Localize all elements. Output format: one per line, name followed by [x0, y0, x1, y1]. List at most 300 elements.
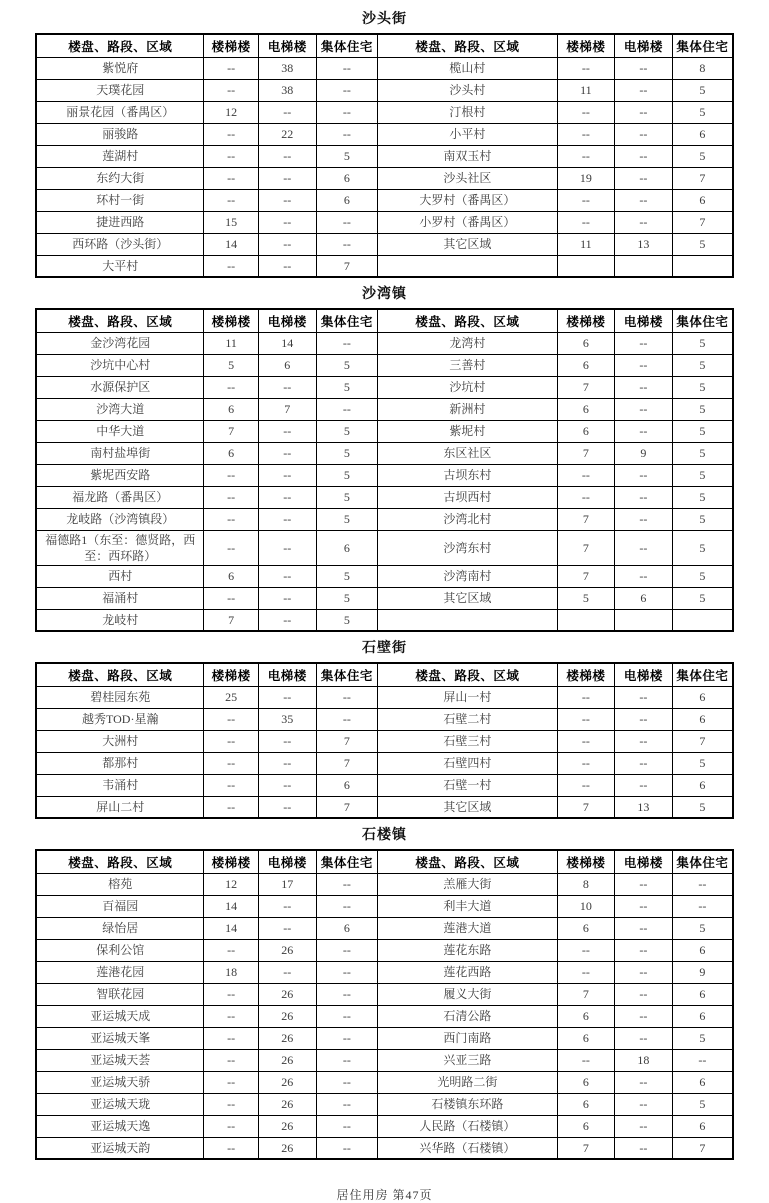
value-cell: -- — [258, 233, 316, 255]
area-name-cell: 亚运城天骄 — [36, 1071, 204, 1093]
value-cell: 5 — [316, 464, 377, 486]
value-cell: 5 — [316, 486, 377, 508]
value-cell: 6 — [258, 354, 316, 376]
area-name-cell — [378, 609, 558, 631]
table-row — [36, 587, 733, 609]
area-name-cell: 水源保护区 — [36, 376, 204, 398]
value-cell: -- — [258, 508, 316, 530]
header-row — [36, 309, 733, 332]
value-cell: 5 — [316, 376, 377, 398]
value-cell: 7 — [557, 1137, 614, 1159]
table-row — [36, 486, 733, 508]
area-name-cell: 小平村 — [378, 123, 558, 145]
area-name-cell: 紫悦府 — [36, 57, 204, 79]
value-cell: -- — [614, 939, 672, 961]
value-cell: -- — [316, 1137, 377, 1159]
value-cell: 7 — [557, 983, 614, 1005]
value-cell: 6 — [672, 1115, 733, 1137]
value-cell: -- — [316, 686, 377, 708]
value-cell: 6 — [204, 442, 258, 464]
value-cell: -- — [204, 145, 258, 167]
value-cell: 5 — [672, 354, 733, 376]
table-row — [36, 398, 733, 420]
value-cell: 7 — [316, 255, 377, 277]
value-cell: -- — [557, 189, 614, 211]
value-cell: 6 — [672, 1071, 733, 1093]
value-cell: -- — [614, 486, 672, 508]
column-header: 楼梯楼 — [204, 663, 258, 686]
value-cell: -- — [672, 895, 733, 917]
value-cell: -- — [316, 708, 377, 730]
table-row — [36, 609, 733, 631]
value-cell: -- — [557, 708, 614, 730]
area-name-cell: 龙岐路（沙湾镇段） — [36, 508, 204, 530]
value-cell: -- — [258, 255, 316, 277]
table-row — [36, 189, 733, 211]
value-cell: -- — [614, 774, 672, 796]
value-cell: 10 — [557, 895, 614, 917]
value-cell: -- — [258, 442, 316, 464]
area-name-cell: 石楼镇东环路 — [378, 1093, 558, 1115]
value-cell: 5 — [672, 1093, 733, 1115]
value-cell: 6 — [672, 123, 733, 145]
value-cell: -- — [316, 332, 377, 354]
area-name-cell: 石壁三村 — [378, 730, 558, 752]
area-name-cell: 履义大街 — [378, 983, 558, 1005]
value-cell: 5 — [672, 145, 733, 167]
value-cell: 7 — [204, 609, 258, 631]
housing-table — [35, 662, 734, 819]
value-cell: -- — [258, 189, 316, 211]
table-row — [36, 79, 733, 101]
value-cell: -- — [258, 686, 316, 708]
value-cell: 13 — [614, 796, 672, 818]
value-cell: 6 — [204, 398, 258, 420]
area-name-cell: 亚运城天荟 — [36, 1049, 204, 1071]
value-cell: -- — [614, 354, 672, 376]
area-name-cell: 百福园 — [36, 895, 204, 917]
value-cell: -- — [557, 486, 614, 508]
value-cell: 6 — [557, 917, 614, 939]
value-cell: 5 — [316, 420, 377, 442]
report-body — [35, 3, 734, 1160]
value-cell: -- — [672, 1049, 733, 1071]
value-cell: -- — [204, 1115, 258, 1137]
area-name-cell: 南村盐埠街 — [36, 442, 204, 464]
column-header: 楼盘、路段、区域 — [36, 34, 204, 57]
value-cell: -- — [258, 895, 316, 917]
value-cell: -- — [557, 686, 614, 708]
value-cell: -- — [614, 101, 672, 123]
column-header: 电梯楼 — [258, 850, 316, 873]
value-cell: -- — [557, 57, 614, 79]
value-cell: 6 — [316, 917, 377, 939]
value-cell: 5 — [672, 486, 733, 508]
area-name-cell: 紫坭村 — [378, 420, 558, 442]
column-header: 电梯楼 — [614, 34, 672, 57]
table-row — [36, 101, 733, 123]
value-cell: 26 — [258, 1027, 316, 1049]
table-row — [36, 420, 733, 442]
value-cell: 6 — [316, 167, 377, 189]
value-cell: 6 — [557, 1093, 614, 1115]
value-cell: 5 — [672, 332, 733, 354]
value-cell: 26 — [258, 1005, 316, 1027]
column-header: 集体住宅 — [672, 663, 733, 686]
column-header: 集体住宅 — [316, 663, 377, 686]
value-cell: 7 — [316, 752, 377, 774]
value-cell: 7 — [557, 530, 614, 565]
area-name-cell: 榕苑 — [36, 873, 204, 895]
value-cell: -- — [204, 1071, 258, 1093]
value-cell: -- — [557, 752, 614, 774]
table-row — [36, 530, 733, 565]
area-name-cell: 大罗村（番禺区） — [378, 189, 558, 211]
value-cell: 5 — [316, 145, 377, 167]
value-cell: -- — [614, 1027, 672, 1049]
value-cell: -- — [258, 730, 316, 752]
value-cell: -- — [614, 167, 672, 189]
area-name-cell: 新洲村 — [378, 398, 558, 420]
value-cell: 5 — [672, 464, 733, 486]
value-cell: -- — [614, 1071, 672, 1093]
value-cell: 7 — [258, 398, 316, 420]
value-cell: -- — [258, 211, 316, 233]
value-cell: 26 — [258, 939, 316, 961]
table-row — [36, 796, 733, 818]
area-name-cell: 莲港花园 — [36, 961, 204, 983]
value-cell: -- — [614, 508, 672, 530]
table-row — [36, 508, 733, 530]
table-row — [36, 873, 733, 895]
value-cell: -- — [316, 873, 377, 895]
value-cell: 6 — [557, 420, 614, 442]
value-cell: 26 — [258, 983, 316, 1005]
value-cell: 7 — [204, 420, 258, 442]
value-cell: -- — [614, 145, 672, 167]
value-cell: 6 — [672, 774, 733, 796]
area-name-cell: 人民路（石楼镇） — [378, 1115, 558, 1137]
area-name-cell: 东区社区 — [378, 442, 558, 464]
value-cell: 5 — [672, 79, 733, 101]
value-cell: -- — [204, 796, 258, 818]
value-cell: 5 — [672, 442, 733, 464]
value-cell: 25 — [204, 686, 258, 708]
value-cell: -- — [557, 211, 614, 233]
value-cell: -- — [258, 796, 316, 818]
value-cell: 11 — [204, 332, 258, 354]
table-row — [36, 376, 733, 398]
area-name-cell: 光明路二街 — [378, 1071, 558, 1093]
area-name-cell: 利丰大道 — [378, 895, 558, 917]
area-name-cell: 沙湾东村 — [378, 530, 558, 565]
table-row — [36, 1071, 733, 1093]
value-cell: 7 — [557, 796, 614, 818]
table-row — [36, 233, 733, 255]
value-cell: 7 — [672, 211, 733, 233]
value-cell: -- — [204, 255, 258, 277]
value-cell: -- — [557, 101, 614, 123]
column-header: 楼梯楼 — [557, 309, 614, 332]
column-header: 集体住宅 — [316, 309, 377, 332]
value-cell: 5 — [672, 565, 733, 587]
area-name-cell: 兴华路（石楼镇） — [378, 1137, 558, 1159]
value-cell: -- — [614, 983, 672, 1005]
header-row — [36, 850, 733, 873]
value-cell: 5 — [672, 530, 733, 565]
value-cell: -- — [614, 1137, 672, 1159]
value-cell: -- — [204, 1049, 258, 1071]
area-name-cell: 沙头村 — [378, 79, 558, 101]
value-cell: 5 — [316, 508, 377, 530]
value-cell: 6 — [672, 189, 733, 211]
value-cell: -- — [258, 101, 316, 123]
value-cell: -- — [557, 961, 614, 983]
value-cell: 5 — [557, 587, 614, 609]
value-cell: -- — [316, 233, 377, 255]
value-cell: -- — [614, 376, 672, 398]
value-cell: 6 — [557, 1005, 614, 1027]
area-name-cell: 越秀TOD·星瀚 — [36, 708, 204, 730]
table-row — [36, 1005, 733, 1027]
value-cell: 6 — [204, 565, 258, 587]
value-cell: -- — [614, 530, 672, 565]
column-header: 楼梯楼 — [557, 850, 614, 873]
section-title: 沙头街 — [362, 12, 407, 27]
value-cell: -- — [557, 939, 614, 961]
value-cell: 26 — [258, 1071, 316, 1093]
header-row — [36, 663, 733, 686]
value-cell: -- — [614, 57, 672, 79]
column-header: 楼盘、路段、区域 — [36, 850, 204, 873]
section-title: 石壁街 — [362, 641, 407, 657]
value-cell: -- — [614, 189, 672, 211]
area-name-cell: 保利公馆 — [36, 939, 204, 961]
value-cell: -- — [557, 1049, 614, 1071]
value-cell: -- — [316, 211, 377, 233]
value-cell: -- — [258, 530, 316, 565]
value-cell: 26 — [258, 1137, 316, 1159]
table-row — [36, 211, 733, 233]
value-cell: -- — [614, 420, 672, 442]
value-cell: 6 — [672, 983, 733, 1005]
column-header: 楼盘、路段、区域 — [378, 663, 558, 686]
value-cell: -- — [316, 983, 377, 1005]
area-name-cell: 兴亚三路 — [378, 1049, 558, 1071]
value-cell: -- — [258, 565, 316, 587]
value-cell: 14 — [204, 895, 258, 917]
area-name-cell: 天璞花园 — [36, 79, 204, 101]
area-name-cell: 丽景花园（番禺区） — [36, 101, 204, 123]
area-name-cell: 西门南路 — [378, 1027, 558, 1049]
value-cell: 6 — [557, 354, 614, 376]
area-name-cell: 捷进西路 — [36, 211, 204, 233]
value-cell: -- — [204, 730, 258, 752]
table-row — [36, 442, 733, 464]
column-header: 楼梯楼 — [204, 34, 258, 57]
column-header: 楼盘、路段、区域 — [378, 34, 558, 57]
value-cell: -- — [204, 708, 258, 730]
column-header: 集体住宅 — [672, 850, 733, 873]
area-name-cell: 小罗村（番禺区） — [378, 211, 558, 233]
table-row — [36, 774, 733, 796]
value-cell: -- — [258, 167, 316, 189]
column-header: 电梯楼 — [614, 850, 672, 873]
value-cell: -- — [557, 145, 614, 167]
value-cell: -- — [204, 123, 258, 145]
table-row — [36, 752, 733, 774]
value-cell: 26 — [258, 1049, 316, 1071]
value-cell: -- — [614, 895, 672, 917]
value-cell: -- — [614, 398, 672, 420]
table-row — [36, 332, 733, 354]
area-name-cell: 龙岐村 — [36, 609, 204, 631]
section-title: 沙湾镇 — [362, 287, 407, 302]
value-cell: -- — [204, 464, 258, 486]
area-name-cell: 西环路（沙头街） — [36, 233, 204, 255]
value-cell: 26 — [258, 1115, 316, 1137]
area-name-cell: 莲港大道 — [378, 917, 558, 939]
area-name-cell: 环村一街 — [36, 189, 204, 211]
value-cell: -- — [614, 565, 672, 587]
area-name-cell: 石壁一村 — [378, 774, 558, 796]
value-cell: -- — [204, 1005, 258, 1027]
value-cell: 6 — [316, 774, 377, 796]
value-cell: -- — [672, 873, 733, 895]
page-footer: 居住用房 第47页 — [336, 1188, 433, 1203]
area-name-cell: 金沙湾花园 — [36, 332, 204, 354]
value-cell: 7 — [316, 796, 377, 818]
table-row — [36, 1115, 733, 1137]
area-name-cell: 都那村 — [36, 752, 204, 774]
area-name-cell: 紫坭西安路 — [36, 464, 204, 486]
value-cell: -- — [614, 686, 672, 708]
column-header: 电梯楼 — [258, 34, 316, 57]
value-cell: 15 — [204, 211, 258, 233]
area-name-cell: 屏山一村 — [378, 686, 558, 708]
value-cell: 5 — [672, 398, 733, 420]
value-cell: -- — [316, 939, 377, 961]
value-cell: -- — [204, 167, 258, 189]
area-name-cell: 南双玉村 — [378, 145, 558, 167]
value-cell: -- — [204, 1137, 258, 1159]
value-cell: -- — [316, 1115, 377, 1137]
area-name-cell: 莲花西路 — [378, 961, 558, 983]
value-cell: -- — [316, 79, 377, 101]
value-cell: -- — [614, 873, 672, 895]
value-cell: 7 — [672, 167, 733, 189]
value-cell: -- — [204, 587, 258, 609]
value-cell: -- — [557, 123, 614, 145]
table-row — [36, 1027, 733, 1049]
column-header: 楼梯楼 — [557, 663, 614, 686]
value-cell — [557, 255, 614, 277]
value-cell: 6 — [672, 708, 733, 730]
value-cell: 6 — [557, 332, 614, 354]
value-cell: -- — [258, 609, 316, 631]
area-name-cell: 亚运城天成 — [36, 1005, 204, 1027]
value-cell: -- — [258, 464, 316, 486]
value-cell — [614, 255, 672, 277]
housing-table — [35, 308, 734, 632]
value-cell: -- — [557, 464, 614, 486]
table-row — [36, 354, 733, 376]
value-cell: -- — [258, 376, 316, 398]
area-name-cell: 龙湾村 — [378, 332, 558, 354]
area-name-cell: 其它区域 — [378, 587, 558, 609]
value-cell: 7 — [557, 508, 614, 530]
value-cell: -- — [614, 1093, 672, 1115]
value-cell — [672, 609, 733, 631]
area-name-cell: 亚运城天逸 — [36, 1115, 204, 1137]
column-header: 集体住宅 — [316, 850, 377, 873]
value-cell: -- — [258, 774, 316, 796]
value-cell: -- — [204, 752, 258, 774]
value-cell: 5 — [672, 101, 733, 123]
value-cell: 5 — [672, 917, 733, 939]
area-name-cell: 汀根村 — [378, 101, 558, 123]
value-cell: -- — [614, 730, 672, 752]
table-row — [36, 730, 733, 752]
value-cell: 5 — [316, 609, 377, 631]
area-name-cell: 沙湾北村 — [378, 508, 558, 530]
table-row — [36, 708, 733, 730]
value-cell: -- — [204, 486, 258, 508]
value-cell: -- — [204, 774, 258, 796]
value-cell: -- — [204, 189, 258, 211]
area-name-cell: 绿怡居 — [36, 917, 204, 939]
value-cell: 5 — [672, 1027, 733, 1049]
table-row — [36, 895, 733, 917]
table-row — [36, 1049, 733, 1071]
column-header: 集体住宅 — [316, 34, 377, 57]
table-row — [36, 123, 733, 145]
area-name-cell: 亚运城天珑 — [36, 1093, 204, 1115]
value-cell: 6 — [557, 1115, 614, 1137]
value-cell: 18 — [204, 961, 258, 983]
value-cell: -- — [316, 961, 377, 983]
value-cell: 12 — [204, 873, 258, 895]
area-name-cell: 古坝西村 — [378, 486, 558, 508]
table-row — [36, 917, 733, 939]
area-name-cell: 福德路1（东至：德贤路，西至：西环路） — [36, 530, 204, 565]
value-cell — [614, 609, 672, 631]
value-cell: 14 — [258, 332, 316, 354]
value-cell: -- — [204, 508, 258, 530]
value-cell: 7 — [557, 376, 614, 398]
table-row — [36, 1137, 733, 1159]
value-cell: 22 — [258, 123, 316, 145]
value-cell: 5 — [316, 354, 377, 376]
area-name-cell: 莲花东路 — [378, 939, 558, 961]
value-cell: -- — [204, 1027, 258, 1049]
column-header: 楼梯楼 — [204, 309, 258, 332]
area-name-cell: 其它区域 — [378, 233, 558, 255]
value-cell: -- — [316, 57, 377, 79]
value-cell: 7 — [672, 730, 733, 752]
value-cell: -- — [316, 101, 377, 123]
value-cell: 35 — [258, 708, 316, 730]
column-header: 楼盘、路段、区域 — [378, 850, 558, 873]
area-name-cell: 羔雁大街 — [378, 873, 558, 895]
value-cell: 9 — [614, 442, 672, 464]
column-header: 楼盘、路段、区域 — [36, 663, 204, 686]
value-cell: 14 — [204, 917, 258, 939]
value-cell: -- — [316, 1071, 377, 1093]
column-header: 楼盘、路段、区域 — [36, 309, 204, 332]
area-name-cell: 中华大道 — [36, 420, 204, 442]
value-cell: 8 — [557, 873, 614, 895]
